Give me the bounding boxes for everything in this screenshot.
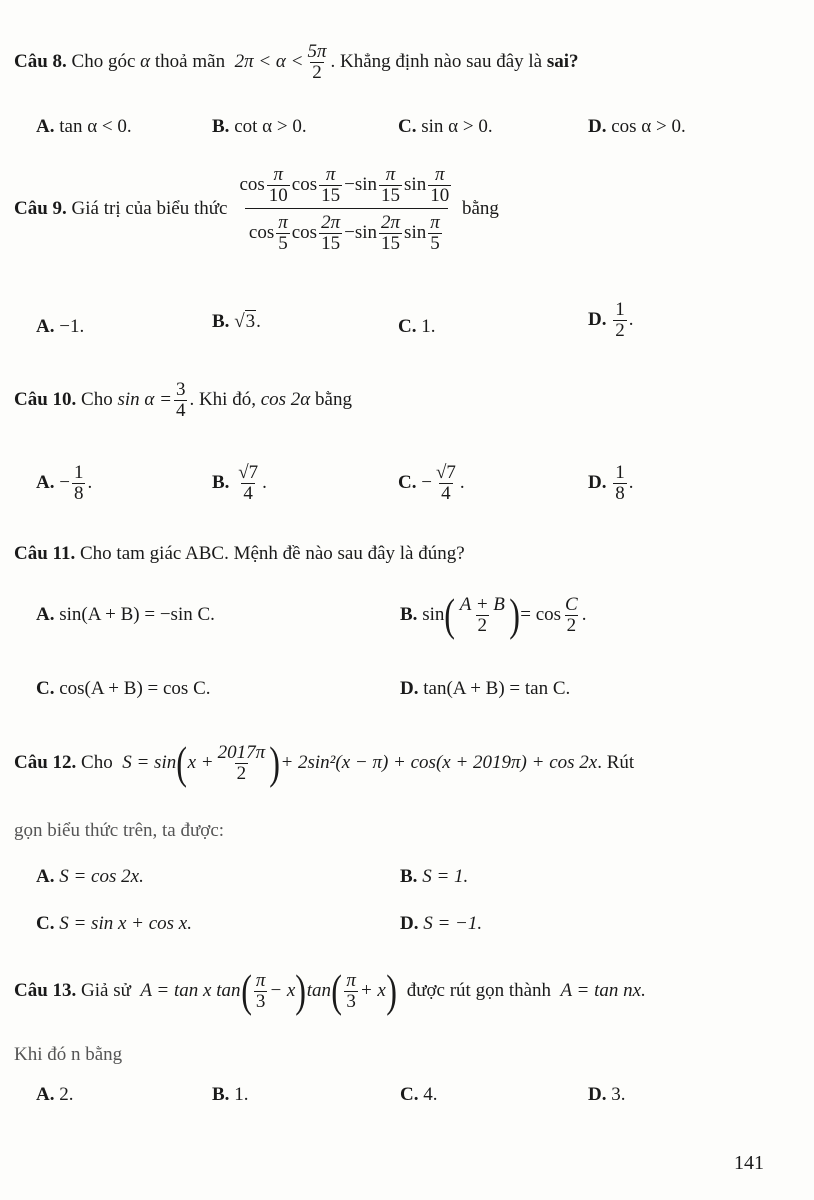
q9-n-sin1: sin	[354, 174, 378, 196]
q11-b-after: .	[581, 604, 587, 625]
q8-b-text: cot α > 0.	[234, 116, 307, 137]
q12-option-c[interactable]	[36, 913, 192, 935]
q9-n-f1	[267, 165, 290, 206]
q9-d-sin1: sin	[354, 222, 378, 244]
q8-option-a[interactable]	[36, 116, 132, 138]
q10-c-den: 4	[441, 482, 451, 504]
q9-n-cos2: cos	[291, 174, 318, 196]
q13-plus-x: + x	[359, 980, 386, 1001]
q12-option-a[interactable]	[36, 866, 144, 888]
q12-a-label: A.	[36, 866, 55, 887]
q11-b-label: B.	[400, 604, 418, 625]
q9-n-f2	[319, 165, 342, 206]
q12-b-label: B.	[400, 866, 418, 887]
q8-option-b[interactable]	[212, 116, 307, 138]
q10-c-label: C.	[398, 472, 417, 494]
q10-lhs: sin α =	[117, 389, 172, 411]
q11-option-c[interactable]	[36, 678, 211, 700]
q11-option-d[interactable]	[400, 678, 570, 700]
q9-n-f4	[428, 165, 451, 206]
question-12-label: Câu 12.	[14, 752, 77, 773]
q13-frac2-num: π	[346, 969, 356, 991]
q10-a-num: 1	[73, 462, 84, 483]
q9-d-after: .	[628, 309, 634, 331]
question-11-label: Câu 11.	[14, 543, 76, 564]
q12-rest: + 2sin²(x − π) + cos(x + 2019π) + cos 2x	[280, 752, 598, 773]
q9-d-f1-num: π	[278, 211, 288, 233]
q13-rparen2: )	[386, 965, 397, 1016]
q9-text-post: bằng	[461, 198, 499, 220]
q13-option-b[interactable]	[212, 1084, 248, 1106]
q10-a-den: 8	[73, 482, 84, 504]
q13-minus-x: − x	[269, 980, 296, 1001]
q10-option-b[interactable]	[212, 463, 267, 504]
q12-x-plus: x +	[187, 752, 214, 773]
question-12-stem	[14, 737, 635, 788]
q10-expr: cos 2α	[260, 389, 311, 411]
q8-frac-den: 2	[312, 61, 322, 83]
q9-d-f2-num: 2π	[321, 211, 341, 233]
q12-d-text: S = −1.	[423, 913, 483, 934]
q9-d-cos2: cos	[291, 222, 318, 244]
q10-b-after: .	[262, 472, 267, 494]
q9-n-f3-num: π	[385, 164, 396, 185]
q9-denominator	[245, 208, 448, 254]
q10-c-frac	[434, 463, 458, 504]
q12-s-pre: S = sin	[122, 752, 177, 773]
q11-option-b[interactable]	[400, 589, 587, 640]
q9-d-frac	[613, 300, 627, 341]
question-10-stem	[14, 380, 352, 421]
q10-d-after: .	[628, 472, 634, 494]
q9-d-f4-den: 5	[430, 232, 440, 254]
q13-rparen1: )	[295, 965, 307, 1016]
question-10-label: Câu 10.	[14, 389, 77, 411]
q11-b-rparen: )	[509, 589, 520, 640]
q8-a-text: tan α < 0.	[59, 116, 132, 137]
q8-b-label: B.	[212, 116, 230, 137]
q13-frac1-num: π	[255, 969, 266, 991]
q12-fraction	[216, 743, 268, 784]
q8-a-label: A.	[36, 116, 55, 137]
q11-b-pre: sin	[422, 604, 445, 625]
q10-option-a[interactable]	[36, 463, 92, 504]
q9-a-label: A.	[36, 316, 55, 337]
q12-rparen: )	[269, 737, 281, 788]
q12-c-text: S = sin x + cos x.	[59, 913, 192, 934]
q9-option-d[interactable]	[588, 300, 633, 341]
q9-d-den: 2	[615, 319, 625, 341]
q10-a-sign: −	[59, 472, 70, 494]
q13-frac2-den: 3	[346, 990, 356, 1012]
q9-b-radicand: 3	[245, 311, 256, 332]
q11-c-text: cos(A + B) = cos C.	[59, 678, 211, 699]
q8-frac-num: 5π	[307, 41, 327, 62]
q8-text-pre: Cho góc	[71, 51, 136, 73]
q10-b-den: 4	[243, 482, 253, 504]
q12-a-text: S = cos 2x.	[59, 866, 144, 887]
q10-c-sign: −	[421, 472, 432, 494]
q13-lparen2: (	[331, 965, 343, 1016]
q13-frac2	[344, 971, 358, 1012]
q13-text-post: được rút gọn thành	[406, 980, 552, 1001]
q9-b-sqrt: √	[234, 310, 245, 332]
q9-c-text: 1.	[421, 316, 436, 337]
q9-n-f1-num: π	[273, 164, 284, 185]
q8-option-c[interactable]	[398, 116, 493, 138]
q9-d-sin2: sin	[404, 222, 427, 244]
q10-b-label: B.	[212, 472, 230, 494]
q11-b-frac2	[563, 595, 580, 636]
q12-b-text: S = 1.	[422, 866, 469, 887]
q9-text: Giá trị của biểu thức	[71, 198, 228, 220]
q11-option-a[interactable]	[36, 604, 215, 626]
question-13-label: Câu 13.	[14, 980, 77, 1001]
q8-d-label: D.	[588, 116, 607, 137]
q10-frac-den: 4	[175, 399, 186, 421]
q13-text-pre: Giả sử	[81, 980, 131, 1001]
q11-text: Cho tam giác ABC. Mệnh đề nào sau đây là đúng?	[80, 543, 465, 564]
q11-b-frac2-den: 2	[566, 614, 577, 636]
q10-d-den: 8	[615, 482, 625, 504]
q9-n-f3	[379, 165, 402, 206]
q10-a-after: .	[87, 472, 93, 494]
q10-d-frac	[613, 463, 627, 504]
q9-n-f1-den: 10	[268, 184, 288, 206]
q8-fraction	[305, 42, 328, 83]
q8-inequality: 2π < α <	[234, 51, 304, 73]
q9-option-c[interactable]	[398, 316, 435, 338]
q9-n-cos1: cos	[239, 174, 265, 196]
q10-text-post: . Khi đó,	[189, 389, 256, 411]
q13-tan: tan	[306, 980, 331, 1001]
q8-c-text: sin α > 0.	[421, 116, 493, 137]
q9-b-label: B.	[212, 310, 230, 332]
q10-bang: bằng	[315, 389, 352, 411]
question-8-stem	[14, 42, 579, 83]
q12-frac-num: 2017π	[217, 741, 266, 763]
q10-c-num: √7	[435, 462, 456, 483]
q12-lparen: (	[176, 737, 188, 788]
q11-a-label: A.	[36, 604, 55, 625]
q10-frac-num: 3	[175, 379, 186, 400]
page-number: 141	[734, 1152, 764, 1174]
q13-result: A = tan nx.	[560, 980, 646, 1001]
q10-a-frac	[72, 463, 86, 504]
q9-big-fraction	[235, 165, 457, 254]
q13-c-text: 4.	[423, 1084, 438, 1105]
q10-option-d[interactable]	[588, 463, 633, 504]
q10-a-label: A.	[36, 472, 55, 494]
question-13-stem	[14, 965, 646, 1016]
q13-line2: Khi đó n bằng	[14, 1044, 123, 1065]
q9-n-f2-den: 15	[321, 184, 341, 206]
q13-a-label: A.	[36, 1084, 55, 1105]
q11-b-lparen: (	[444, 589, 456, 640]
q12-rut: . Rút	[597, 752, 635, 773]
q9-d-num: 1	[615, 299, 625, 320]
q9-d-f4	[428, 213, 442, 254]
q11-b-frac1-num: A + B	[459, 593, 505, 615]
q8-text-post: . Khẳng định nào sau đây là	[330, 51, 543, 73]
q10-d-num: 1	[615, 462, 625, 483]
q13-option-c[interactable]	[400, 1084, 437, 1106]
q10-d-label: D.	[588, 472, 607, 494]
q8-d-text: cos α > 0.	[611, 116, 686, 137]
q9-d-f2-den: 15	[321, 232, 341, 254]
q13-a-pre: A = tan x tan	[140, 980, 241, 1001]
q9-d-f4-num: π	[430, 211, 440, 233]
q13-b-text: 1.	[234, 1084, 249, 1105]
q12-option-b[interactable]	[400, 866, 468, 888]
question-11-stem	[14, 543, 465, 565]
q13-d-label: D.	[588, 1084, 607, 1105]
q11-b-mid: = cos	[520, 604, 562, 625]
q13-frac1-den: 3	[255, 990, 266, 1012]
q10-option-c[interactable]	[398, 463, 465, 504]
q13-option-a[interactable]	[36, 1084, 73, 1106]
q9-option-b[interactable]	[212, 310, 261, 333]
q9-d-f3	[379, 213, 402, 254]
question-8-label: Câu 8.	[14, 51, 67, 73]
q12-c-label: C.	[36, 913, 55, 934]
q12-option-d[interactable]	[400, 913, 482, 935]
q11-b-frac1-den: 2	[477, 614, 488, 636]
q8-option-d[interactable]	[588, 116, 686, 138]
q9-d-cos1: cos	[248, 222, 275, 244]
q12-frac-den: 2	[236, 762, 247, 784]
q8-c-label: C.	[398, 116, 417, 137]
q9-d-f1-den: 5	[278, 232, 288, 254]
q9-n-f2-num: π	[325, 164, 336, 185]
q9-n-sin2: sin	[404, 174, 427, 196]
q9-n-f4-num: π	[434, 164, 445, 185]
q12-line2: gọn biểu thức trên, ta được:	[14, 820, 225, 841]
question-9-stem	[14, 165, 499, 254]
q13-option-d[interactable]	[588, 1084, 625, 1106]
q9-d-f3-den: 15	[381, 232, 401, 254]
q11-b-frac2-num: C	[565, 593, 578, 615]
q13-d-text: 3.	[611, 1084, 626, 1105]
q8-sai: sai	[546, 51, 570, 73]
question-9-label: Câu 9.	[14, 198, 67, 220]
q9-n-f4-den: 10	[430, 184, 450, 206]
q13-b-label: B.	[212, 1084, 230, 1105]
q9-numerator	[235, 165, 457, 208]
q8-qmark: ?	[569, 51, 579, 73]
q11-a-text: sin(A + B) = −sin C.	[59, 604, 215, 625]
q12-text-pre: Cho	[81, 752, 113, 773]
q10-text-pre: Cho	[81, 389, 113, 411]
q13-lparen1: (	[240, 965, 252, 1016]
q11-d-text: tan(A + B) = tan C.	[423, 678, 571, 699]
q10-fraction	[174, 380, 188, 421]
q8-text-mid: thoả mãn	[154, 51, 226, 73]
q13-a-text: 2.	[59, 1084, 74, 1105]
q9-c-label: C.	[398, 316, 417, 337]
q9-d-f3-num: 2π	[381, 211, 401, 233]
q9-n-f3-den: 15	[381, 184, 401, 206]
q8-alpha: α	[140, 51, 151, 73]
q11-b-frac1	[458, 595, 507, 636]
q9-d-f1	[276, 213, 290, 254]
q13-frac1	[254, 971, 268, 1012]
q9-b-after: .	[256, 310, 261, 332]
q10-b-num: √7	[238, 462, 259, 483]
q9-option-a[interactable]	[36, 316, 84, 338]
q9-d-label: D.	[588, 309, 607, 331]
q9-a-text: −1.	[59, 316, 85, 337]
q11-d-label: D.	[400, 678, 419, 699]
q9-d-f2	[319, 213, 342, 254]
q13-c-label: C.	[400, 1084, 419, 1105]
q9-d-minus: −	[344, 222, 355, 244]
q10-c-after: .	[459, 472, 465, 494]
q11-c-label: C.	[36, 678, 55, 699]
q10-b-frac	[236, 463, 260, 504]
q12-d-label: D.	[400, 913, 419, 934]
q9-n-minus: −	[344, 174, 355, 196]
